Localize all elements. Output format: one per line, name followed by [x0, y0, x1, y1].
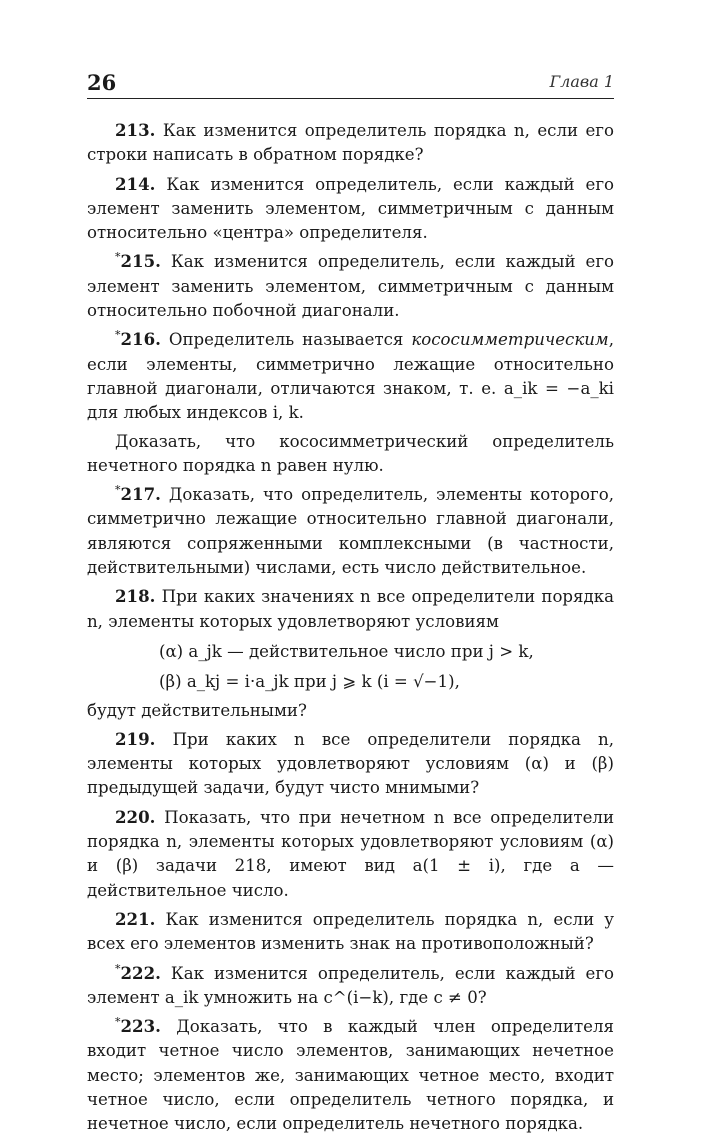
problem-number: 214.	[115, 173, 156, 194]
problem-220	[87, 805, 614, 903]
problem-number: 218.	[115, 586, 156, 607]
problem-text: Доказать, что в каждый член определителя входит четное число элементов, занимающих нечетное место; элементов же, занимающих четное место, входит четное число, если определитель четного порядка, и нечетное число, если определитель нечетного порядка.	[87, 1017, 614, 1134]
problem-number: 216.	[120, 329, 161, 350]
problem-number: 213.	[115, 120, 156, 140]
problem-217	[87, 482, 614, 580]
problem-number: 219.	[115, 728, 156, 749]
star-mark: *	[115, 250, 121, 264]
page-number: 26	[87, 70, 117, 95]
chapter-title: Глава 1	[549, 72, 614, 91]
condition-beta: (β) a_kj = i·a_jk при j ⩾ k (i = √−1),	[159, 672, 460, 692]
problem-215	[87, 249, 614, 323]
problem-text: Доказать, что кососимметрический определитель нечетного порядка n равен нулю.	[87, 431, 614, 475]
problem-text: При каких значениях n все определители порядка n, элементы которых удовлетворяют условиям	[87, 587, 615, 631]
problem-text: Показать, что при нечетном n все определители порядка n, элементы которых удовлетворяют условиям (α) и (β) задачи 218, имеют вид a(1 ± i), где a — действительное число.	[87, 807, 615, 900]
problem-text-before: Определитель называется	[168, 330, 404, 350]
problem-213	[87, 118, 614, 168]
problem-text: Доказать, что определитель, элементы которого, симметрично лежащие относительно главной диагонали, являются сопряженными комплексными (в частности, действительными) числами, есть число действительное.	[87, 485, 614, 578]
problem-219	[87, 727, 614, 801]
problem-216-task	[87, 430, 614, 479]
problem-text: При каких n все определители порядка n, элементы которых удовлетворяют условиям (α) и (β) предыдущей задачи, будут чисто мнимыми?	[87, 729, 614, 798]
problem-text-after: , если элементы, симметрично лежащие относительно главной диагонали, отличаются знаком, т. е. a_ik = −a_ki для любых индексов i, k.	[87, 330, 614, 423]
page-body	[87, 118, 614, 1141]
star-mark: *	[115, 961, 121, 975]
problem-number: 215.	[120, 251, 161, 272]
problem-218	[87, 584, 614, 634]
problem-text: Как изменится определитель, если каждый его элемент заменить элементом, симметричным с данным относительно «центра» определителя.	[87, 174, 615, 243]
definition-term: кососимметрическим	[411, 330, 609, 350]
star-mark: *	[115, 328, 121, 342]
condition-alpha: (α) a_jk — действительное число при j > k,	[159, 641, 534, 661]
problem-222	[87, 961, 614, 1011]
problem-221	[87, 907, 614, 957]
problem-223	[87, 1014, 614, 1136]
problem-216	[87, 327, 614, 425]
star-mark: *	[115, 483, 121, 497]
problem-number: 222.	[120, 962, 161, 983]
problem-text: Как изменится определитель, если каждый его элемент a_ik умножить на c^(i−k), где c ≠ 0?	[87, 963, 615, 1007]
problem-218-end: будут действительными?	[87, 700, 307, 720]
problem-text: Как изменится определитель, если каждый его элемент заменить элементом, симметричным с данным относительно побочной диагонали.	[87, 252, 615, 321]
star-mark: *	[115, 1015, 121, 1029]
problem-text: Как изменится определитель порядка n, если у всех его элементов изменить знак на противоположный?	[87, 909, 615, 954]
problem-text: Как изменится определитель порядка n, если его строки написать в обратном порядке?	[87, 121, 614, 165]
header-rule	[87, 98, 614, 99]
page-header	[87, 62, 614, 102]
problem-number: 217.	[120, 484, 161, 505]
problem-214	[87, 172, 614, 246]
problem-number: 223.	[120, 1016, 161, 1037]
problem-number: 220.	[115, 806, 156, 827]
problem-number: 221.	[115, 908, 156, 929]
